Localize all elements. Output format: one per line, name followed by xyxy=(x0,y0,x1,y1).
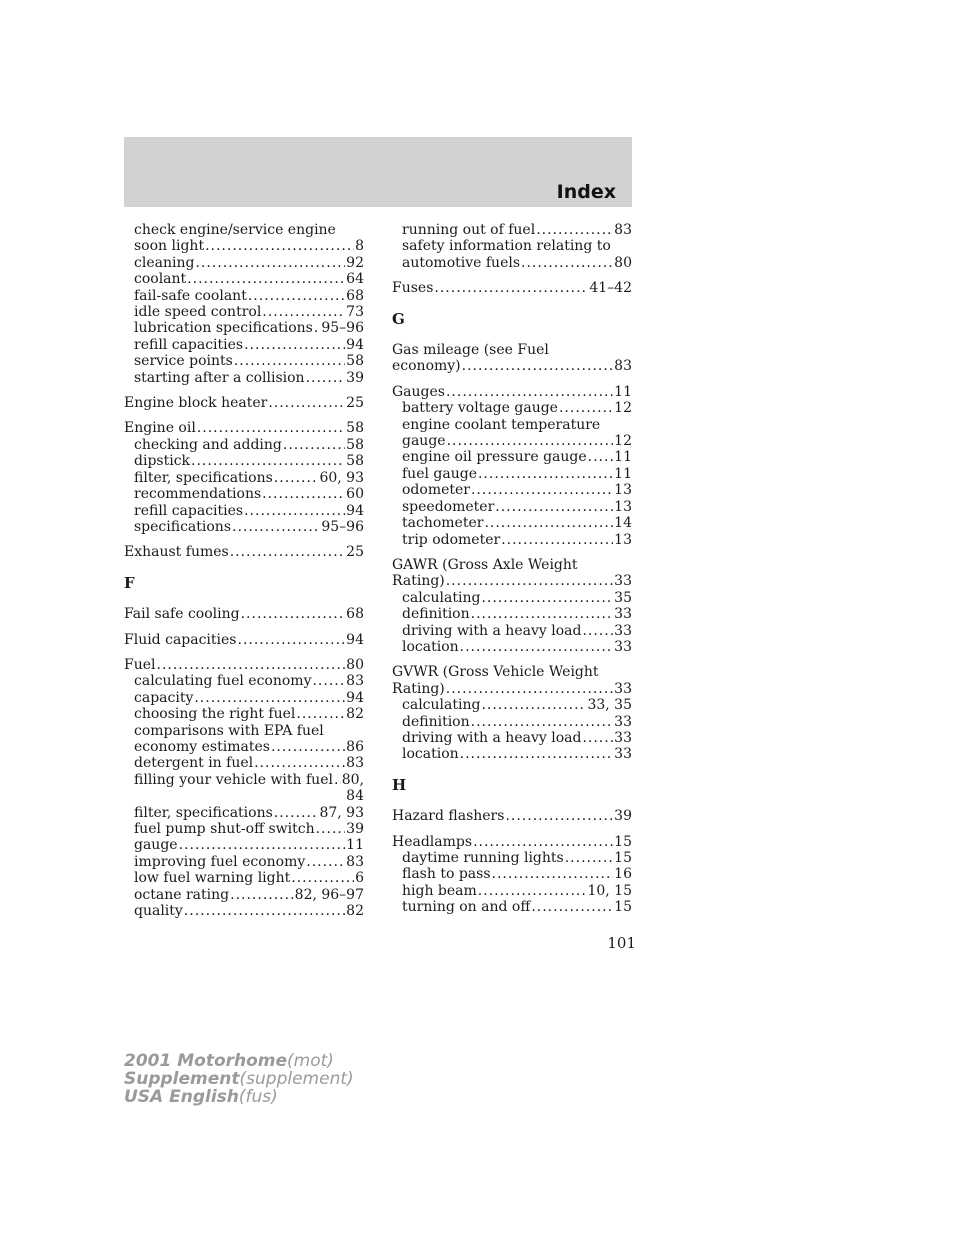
index-entry xyxy=(392,358,632,374)
index-page-ref: 33 xyxy=(614,746,632,763)
index-term: lubrication specifications xyxy=(134,320,313,337)
dot-leader xyxy=(238,632,346,648)
dot-leader xyxy=(230,887,294,903)
index-page-ref: 60 xyxy=(346,486,364,503)
dot-leader xyxy=(434,280,588,296)
dot-leader xyxy=(505,808,613,824)
index-subentry xyxy=(124,470,364,486)
index-term: calculating xyxy=(402,589,481,606)
index-term: checking and adding xyxy=(134,436,282,453)
index-term: battery voltage gauge xyxy=(402,400,558,417)
index-subentry xyxy=(124,755,364,771)
entry-gap xyxy=(124,386,364,395)
dot-leader xyxy=(478,883,587,899)
index-entry-continuation: engine coolant temperature xyxy=(402,416,601,433)
index-entry-continuation: Gas mileage (see Fuel xyxy=(392,342,549,359)
index-entry xyxy=(124,420,364,436)
footer-line-1: 2001 Motorhome(mot) xyxy=(124,1051,334,1071)
dot-leader xyxy=(268,395,345,411)
index-page-ref: 12 xyxy=(614,433,632,450)
index-page-ref: 33 xyxy=(614,729,632,746)
index-subentry xyxy=(124,370,364,386)
index-page-ref: 6 xyxy=(355,870,364,887)
index-term: soon light xyxy=(134,238,205,255)
dot-leader xyxy=(306,370,346,386)
dot-leader xyxy=(531,899,613,915)
dot-leader xyxy=(283,437,345,453)
index-term: Engine block heater xyxy=(124,395,268,412)
index-page-ref: 83 xyxy=(346,673,364,690)
index-page-ref: 16 xyxy=(614,866,632,883)
index-page-ref: 80 xyxy=(614,254,632,271)
dot-leader xyxy=(536,222,613,238)
entry-gap xyxy=(392,375,632,384)
dot-leader xyxy=(179,837,346,853)
index-page-ref: 92 xyxy=(346,254,364,271)
index-term: starting after a collision xyxy=(134,369,305,386)
index-page-ref: 11 xyxy=(614,383,632,400)
index-term: high beam xyxy=(402,882,477,899)
dot-leader xyxy=(274,805,319,821)
dot-leader xyxy=(334,772,341,788)
index-subentry xyxy=(392,449,632,465)
index-page-ref: 58 xyxy=(346,353,364,370)
index-page-ref: 39 xyxy=(346,821,364,837)
index-page-ref: 83 xyxy=(346,755,364,772)
index-term: flash to pass xyxy=(402,866,491,883)
index-term: octane rating xyxy=(134,886,230,903)
index-subentry xyxy=(392,730,632,746)
index-page-ref: 39 xyxy=(614,808,632,825)
index-term: speedometer xyxy=(402,498,495,515)
index-page-ref: 83 xyxy=(346,853,364,870)
index-entry xyxy=(392,681,632,697)
index-page-ref: 11 xyxy=(614,449,632,466)
index-page-ref: 39 xyxy=(346,369,364,386)
index-subentry xyxy=(392,433,632,449)
index-term: choosing the right fuel xyxy=(134,706,296,723)
dot-leader xyxy=(447,433,614,449)
index-page-ref: 12 xyxy=(614,400,632,417)
index-term: filter, specifications xyxy=(134,469,273,486)
dot-leader xyxy=(184,903,345,919)
index-subentry xyxy=(124,255,364,271)
index-subentry xyxy=(124,320,364,336)
index-entry xyxy=(124,632,364,648)
index-page-ref: 15 xyxy=(614,833,632,850)
dot-leader xyxy=(481,697,586,713)
dot-leader xyxy=(460,746,614,762)
index-subentry xyxy=(124,453,364,469)
dot-leader xyxy=(495,499,613,515)
index-term: driving with a heavy load xyxy=(402,729,582,746)
index-term: running out of fuel xyxy=(402,222,536,238)
index-page-ref: 14 xyxy=(614,515,632,532)
index-column-left xyxy=(124,222,364,919)
index-entry-continuation: safety information relating to xyxy=(402,238,611,255)
index-term: improving fuel economy xyxy=(134,853,306,870)
index-term: refill capacities xyxy=(134,336,244,353)
index-subentry xyxy=(124,503,364,519)
index-page-ref: 35 xyxy=(614,589,632,606)
index-subentry xyxy=(124,887,364,903)
index-page-ref: 94 xyxy=(346,336,364,353)
entry-gap xyxy=(124,411,364,420)
dot-leader xyxy=(473,834,613,850)
index-term: Rating) xyxy=(392,680,445,697)
index-term: Headlamps xyxy=(392,833,473,850)
index-page-ref: 68 xyxy=(346,287,364,304)
index-subentry xyxy=(124,706,364,722)
index-entry-continuation: GAWR (Gross Axle Weight xyxy=(392,556,578,573)
dot-leader xyxy=(232,519,320,535)
dot-leader xyxy=(191,453,345,469)
index-term: engine oil pressure gauge xyxy=(402,449,587,466)
index-page-ref: 60, 93 xyxy=(319,469,364,486)
dot-leader xyxy=(582,623,613,639)
dot-leader xyxy=(521,255,613,271)
index-subentry xyxy=(124,271,364,287)
index-page-ref: 33 xyxy=(614,713,632,730)
index-term: definition xyxy=(402,713,470,730)
index-subentry xyxy=(392,222,632,238)
index-entry xyxy=(392,280,632,296)
dot-leader xyxy=(471,606,614,622)
index-subentry xyxy=(392,697,632,713)
index-term: filling your vehicle with fuel xyxy=(134,771,333,788)
index-entry xyxy=(124,657,364,673)
entry-gap xyxy=(124,623,364,632)
index-subentry xyxy=(392,606,632,622)
dot-leader xyxy=(471,714,614,730)
index-subentry xyxy=(124,903,364,919)
index-entry xyxy=(124,544,364,560)
index-page-ref: 58 xyxy=(346,436,364,453)
dot-leader xyxy=(197,420,345,436)
index-page-ref: 15 xyxy=(614,899,632,916)
index-term: gauge xyxy=(134,837,178,854)
index-page-ref: 86 xyxy=(346,738,364,755)
dot-leader xyxy=(462,358,614,374)
index-page-ref: 94 xyxy=(346,631,364,648)
dot-leader xyxy=(187,271,345,287)
dot-leader xyxy=(296,706,345,722)
index-subentry xyxy=(124,238,364,254)
dot-leader xyxy=(274,470,319,486)
index-subentry xyxy=(392,590,632,606)
index-page-ref: 83 xyxy=(614,222,632,238)
index-page-ref: 13 xyxy=(614,482,632,499)
index-page-ref: 25 xyxy=(346,395,364,412)
index-term: idle speed control xyxy=(134,304,262,321)
index-page-ref: 33, 35 xyxy=(587,697,632,714)
footer-line-3: USA English(fus) xyxy=(124,1087,278,1107)
index-page-ref: 8 xyxy=(355,238,364,255)
index-subentry xyxy=(124,337,364,353)
index-term: driving with a heavy load xyxy=(402,622,582,639)
index-term: Fuses xyxy=(392,280,434,297)
dot-leader xyxy=(262,304,345,320)
index-subentry xyxy=(124,353,364,369)
index-subentry xyxy=(392,899,632,915)
dot-leader xyxy=(316,821,346,837)
index-term: detergent in fuel xyxy=(134,755,254,772)
index-subentry xyxy=(124,690,364,706)
index-page-ref: 25 xyxy=(346,544,364,561)
index-page-ref: 87, 93 xyxy=(319,804,364,821)
index-page-ref: 82 xyxy=(346,706,364,723)
dot-leader xyxy=(157,657,346,673)
index-term: Fail safe cooling xyxy=(124,606,240,623)
index-entry xyxy=(392,808,632,824)
header-band xyxy=(124,137,632,207)
index-entry-continuation: GVWR (Gross Vehicle Weight xyxy=(392,664,599,681)
index-term: automotive fuels xyxy=(402,254,521,271)
dot-leader xyxy=(262,486,345,502)
index-term: Engine oil xyxy=(124,420,196,437)
index-page-ref: 11 xyxy=(614,465,632,482)
index-page-ref: 33 xyxy=(614,573,632,590)
index-subentry xyxy=(124,673,364,689)
index-page-ref: 95–96 xyxy=(321,518,364,535)
index-subentry xyxy=(392,499,632,515)
index-page-ref: 64 xyxy=(346,271,364,288)
index-page-ref: 94 xyxy=(346,502,364,519)
dot-leader xyxy=(291,870,354,886)
dot-leader xyxy=(241,606,346,622)
index-subentry xyxy=(124,854,364,870)
index-page-continuation: 84 xyxy=(346,788,364,805)
index-term: economy) xyxy=(392,358,461,375)
dot-leader xyxy=(559,400,613,416)
index-term: refill capacities xyxy=(134,502,244,519)
dot-leader xyxy=(271,739,345,755)
index-term: cleaning xyxy=(134,254,195,271)
index-term: fuel gauge xyxy=(402,465,477,482)
index-page-ref: 82, 96–97 xyxy=(294,886,364,903)
dot-leader xyxy=(481,590,613,606)
page-number: 101 xyxy=(607,934,636,952)
index-page-ref: 95–96 xyxy=(321,320,364,337)
index-term: calculating xyxy=(402,697,481,714)
index-subentry xyxy=(124,288,364,304)
index-term: low fuel warning light xyxy=(134,870,291,887)
index-subentry xyxy=(392,482,632,498)
index-subentry xyxy=(124,805,364,821)
dot-leader xyxy=(194,690,345,706)
index-page-ref: 94 xyxy=(346,689,364,706)
index-subentry xyxy=(124,772,364,788)
index-page-ref: 33 xyxy=(614,622,632,639)
index-page-ref: 13 xyxy=(614,498,632,515)
index-subentry xyxy=(124,519,364,535)
index-subentry xyxy=(124,837,364,853)
index-entry xyxy=(392,384,632,400)
index-term: location xyxy=(402,746,459,763)
entry-gap xyxy=(392,548,632,557)
dot-leader xyxy=(471,482,613,498)
index-term: Gauges xyxy=(392,383,445,400)
index-page-ref: 68 xyxy=(346,606,364,623)
index-page-ref: 10, 15 xyxy=(587,882,632,899)
index-subentry xyxy=(392,400,632,416)
index-entry-continuation: comparisons with EPA fuel xyxy=(134,722,324,739)
index-subentry xyxy=(392,639,632,655)
index-term: turning on and off xyxy=(402,899,531,916)
index-subentry xyxy=(392,532,632,548)
index-subentry xyxy=(392,255,632,271)
index-term: Rating) xyxy=(392,573,445,590)
index-term: location xyxy=(402,638,459,655)
index-term: economy estimates xyxy=(134,738,270,755)
index-term: filter, specifications xyxy=(134,804,273,821)
index-page-ref: 33 xyxy=(614,638,632,655)
dot-leader xyxy=(478,466,613,482)
dot-leader xyxy=(312,673,345,689)
dot-leader xyxy=(446,384,613,400)
document-footer xyxy=(124,1052,354,1106)
dot-leader xyxy=(588,449,614,465)
index-page-ref: 80 xyxy=(346,656,364,673)
index-subentry xyxy=(124,870,364,886)
index-subentry xyxy=(124,821,364,837)
index-term: coolant xyxy=(134,271,187,288)
index-term: capacity xyxy=(134,689,194,706)
index-subentry xyxy=(392,746,632,762)
index-subentry xyxy=(124,739,364,755)
index-subentry xyxy=(392,866,632,882)
index-page-ref: 11 xyxy=(346,837,364,854)
dot-leader xyxy=(492,866,614,882)
dot-leader xyxy=(446,573,613,589)
entry-gap xyxy=(124,535,364,544)
index-subentry xyxy=(392,466,632,482)
footer-line-2: Supplement(supplement) xyxy=(124,1069,354,1089)
index-term: fail-safe coolant xyxy=(134,287,247,304)
index-letter-heading: G xyxy=(392,309,405,328)
index-page-ref: 58 xyxy=(346,453,364,470)
index-page-ref: 33 xyxy=(614,680,632,697)
index-subentry xyxy=(392,850,632,866)
dot-leader xyxy=(446,681,613,697)
index-term: gauge xyxy=(402,433,446,450)
index-term: Fuel xyxy=(124,656,156,673)
index-page-ref: 15 xyxy=(614,850,632,866)
index-term: Fluid capacities xyxy=(124,631,237,648)
dot-leader xyxy=(314,320,321,336)
index-page-ref: 82 xyxy=(346,903,364,920)
index-term: calculating fuel economy xyxy=(134,673,312,690)
section-title: Index xyxy=(556,181,616,203)
index-term: service points xyxy=(134,353,233,370)
dot-leader xyxy=(565,850,613,866)
entry-gap xyxy=(392,655,632,664)
index-subentry xyxy=(124,486,364,502)
dot-leader xyxy=(230,544,345,560)
index-subentry xyxy=(124,437,364,453)
index-page-ref: 73 xyxy=(346,304,364,321)
index-subentry xyxy=(392,515,632,531)
entry-gap xyxy=(392,271,632,280)
index-letter-heading: F xyxy=(124,573,135,592)
index-term: daytime running lights xyxy=(402,850,564,866)
index-term: tachometer xyxy=(402,515,484,532)
index-term: specifications xyxy=(134,518,232,535)
index-subentry xyxy=(392,714,632,730)
index-entry-continuation: check engine/service engine xyxy=(134,222,336,238)
index-page-ref: 58 xyxy=(346,420,364,437)
dot-leader xyxy=(248,288,345,304)
dot-leader xyxy=(501,532,613,548)
index-term: dipstick xyxy=(134,453,191,470)
index-page-ref: 83 xyxy=(614,358,632,375)
dot-leader xyxy=(460,639,614,655)
dot-leader xyxy=(195,255,345,271)
index-term: Hazard flashers xyxy=(392,808,505,825)
index-subentry xyxy=(392,623,632,639)
index-term: recommendations xyxy=(134,486,262,503)
index-entry xyxy=(392,834,632,850)
dot-leader xyxy=(484,515,613,531)
index-term: quality xyxy=(134,903,183,920)
index-column-right xyxy=(392,222,632,916)
dot-leader xyxy=(244,503,345,519)
index-subentry xyxy=(124,304,364,320)
dot-leader xyxy=(306,854,345,870)
index-subentry xyxy=(392,883,632,899)
entry-gap xyxy=(124,648,364,657)
index-page-ref: 33 xyxy=(614,606,632,623)
index-letter-heading: H xyxy=(392,775,407,794)
index-entry xyxy=(392,573,632,589)
dot-leader xyxy=(254,755,345,771)
index-term: Exhaust fumes xyxy=(124,544,229,561)
index-term: fuel pump shut-off switch xyxy=(134,821,315,837)
dot-leader xyxy=(582,730,613,746)
index-entry xyxy=(124,395,364,411)
index-term: odometer xyxy=(402,482,470,499)
entry-gap xyxy=(392,825,632,834)
dot-leader xyxy=(244,337,345,353)
index-term: trip odometer xyxy=(402,531,501,548)
index-term: definition xyxy=(402,606,470,623)
dot-leader xyxy=(234,353,345,369)
index-entry xyxy=(124,606,364,622)
index-page-ref: 80, xyxy=(341,771,364,788)
index-page-ref: 41–42 xyxy=(589,280,632,297)
dot-leader xyxy=(205,238,354,254)
index-page-ref: 13 xyxy=(614,531,632,548)
